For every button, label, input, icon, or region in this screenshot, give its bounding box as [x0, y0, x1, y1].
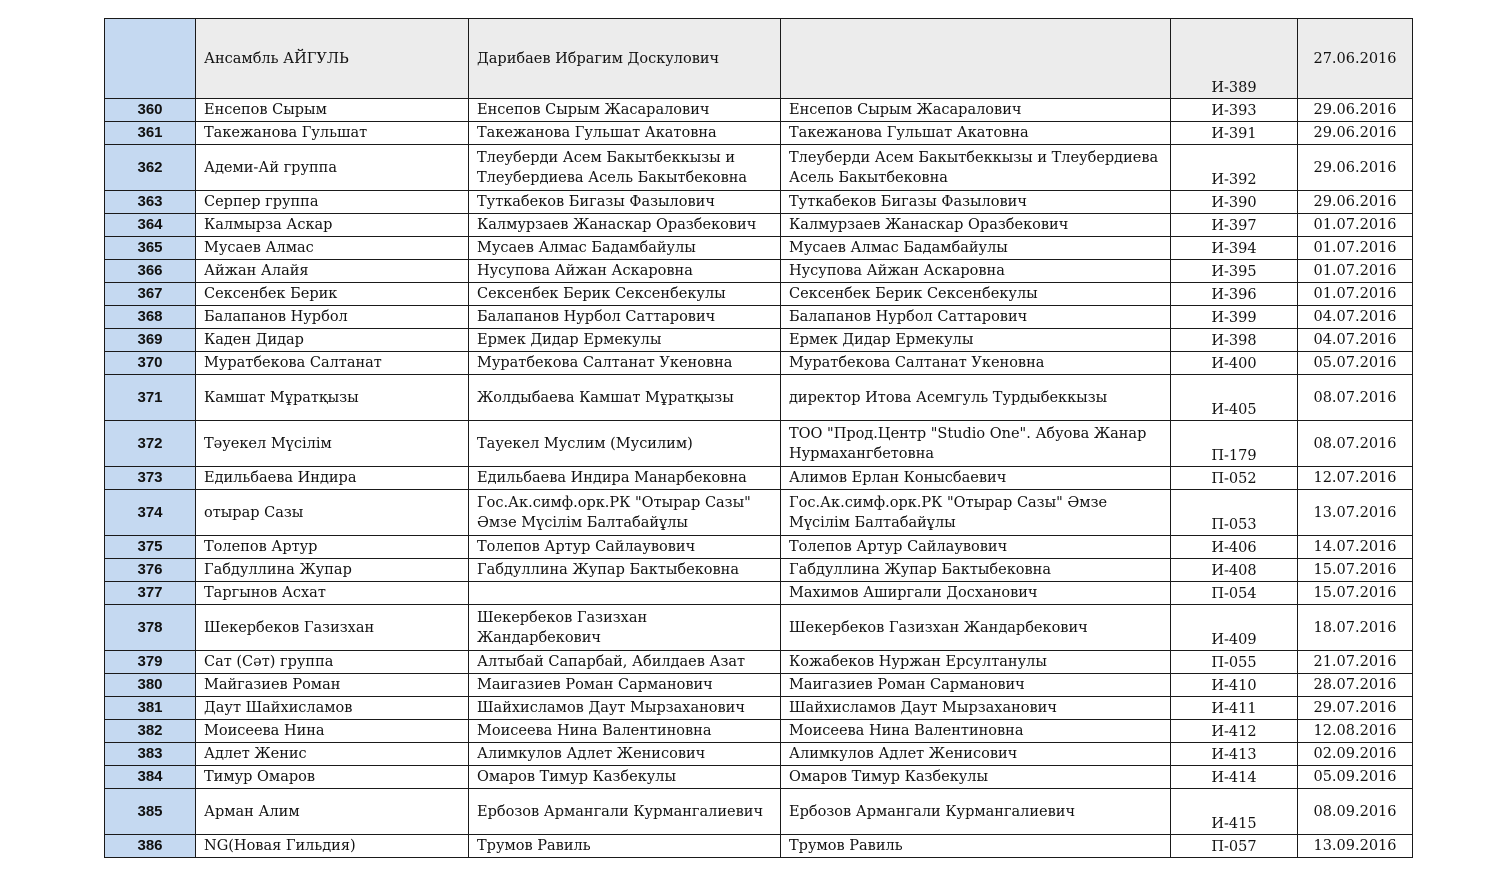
registration-date-cell: 27.06.2016: [1298, 19, 1413, 99]
table-row: [105, 237, 1413, 260]
rights-holder-cell: Нусупова Айжан Аскаровна: [781, 260, 1171, 283]
table-row: [105, 329, 1413, 352]
rights-holder-cell: Шайхисламов Даут Мырзаханович: [781, 697, 1171, 720]
registration-date-cell: 29.06.2016: [1298, 99, 1413, 122]
registration-code-cell: И-389: [1171, 19, 1298, 99]
author-cell: Такежанова Гульшат Акатовна: [469, 122, 781, 145]
rights-holder-cell: Моисеева Нина Валентиновна: [781, 720, 1171, 743]
row-number-cell: 379: [105, 651, 196, 674]
work-name-cell: Тимур Омаров: [196, 766, 469, 789]
table-row: [105, 421, 1413, 467]
rights-holder-cell: Мусаев Алмас Бадамбайулы: [781, 237, 1171, 260]
table-row: [105, 306, 1413, 329]
row-number-cell: [105, 19, 196, 99]
table-row: [105, 283, 1413, 306]
author-cell: Нусупова Айжан Аскаровна: [469, 260, 781, 283]
table-row: [105, 191, 1413, 214]
registration-code-cell: П-055: [1171, 651, 1298, 674]
table-row: [105, 605, 1413, 651]
registration-date-cell: 12.07.2016: [1298, 467, 1413, 490]
author-cell: Муратбекова Салтанат Укеновна: [469, 352, 781, 375]
registration-code-cell: И-390: [1171, 191, 1298, 214]
author-cell: Тауекел Муслим (Мусилим): [469, 421, 781, 467]
work-name-cell: Адеми-Ай группа: [196, 145, 469, 191]
row-number-cell: 365: [105, 237, 196, 260]
table-row: [105, 260, 1413, 283]
registration-date-cell: 12.08.2016: [1298, 720, 1413, 743]
registration-date-cell: 29.07.2016: [1298, 697, 1413, 720]
table-row: [105, 99, 1413, 122]
registration-date-cell: 28.07.2016: [1298, 674, 1413, 697]
author-cell: Дарибаев Ибрагим Доскулович: [469, 19, 781, 99]
row-number-cell: 383: [105, 743, 196, 766]
registration-date-cell: 15.07.2016: [1298, 582, 1413, 605]
table-row: [105, 467, 1413, 490]
rights-holder-cell: Енсепов Сырым Жасаралович: [781, 99, 1171, 122]
registration-code-cell: И-415: [1171, 789, 1298, 835]
author-cell: Шайхисламов Даут Мырзаханович: [469, 697, 781, 720]
row-number-cell: 372: [105, 421, 196, 467]
row-number-cell: 380: [105, 674, 196, 697]
work-name-cell: Каден Дидар: [196, 329, 469, 352]
row-number-cell: 364: [105, 214, 196, 237]
registration-date-cell: 21.07.2016: [1298, 651, 1413, 674]
author-cell: Маигазиев Роман Сарманович: [469, 674, 781, 697]
registration-date-cell: 13.09.2016: [1298, 835, 1413, 858]
author-cell: Омаров Тимур Казбекулы: [469, 766, 781, 789]
row-number-cell: 384: [105, 766, 196, 789]
row-number-cell: 371: [105, 375, 196, 421]
rights-holder-cell: Такежанова Гульшат Акатовна: [781, 122, 1171, 145]
registration-code-cell: И-392: [1171, 145, 1298, 191]
work-name-cell: Муратбекова Салтанат: [196, 352, 469, 375]
table-row: [105, 766, 1413, 789]
work-name-cell: Ансамбль АЙГУЛЬ: [196, 19, 469, 99]
rights-holder-cell: Кожабеков Нуржан Ерсултанулы: [781, 651, 1171, 674]
registry-table-body: [105, 19, 1413, 858]
registration-date-cell: 04.07.2016: [1298, 329, 1413, 352]
registration-date-cell: 18.07.2016: [1298, 605, 1413, 651]
registration-code-cell: И-400: [1171, 352, 1298, 375]
row-number-cell: 382: [105, 720, 196, 743]
registration-code-cell: И-391: [1171, 122, 1298, 145]
registration-date-cell: 05.07.2016: [1298, 352, 1413, 375]
table-row: [105, 789, 1413, 835]
registration-date-cell: 29.06.2016: [1298, 191, 1413, 214]
work-name-cell: Таргынов Асхат: [196, 582, 469, 605]
table-row: [105, 559, 1413, 582]
registration-date-cell: 08.09.2016: [1298, 789, 1413, 835]
table-row: [105, 743, 1413, 766]
work-name-cell: Даут Шайхисламов: [196, 697, 469, 720]
table-row: [105, 536, 1413, 559]
registration-code-cell: И-412: [1171, 720, 1298, 743]
work-name-cell: Енсепов Сырым: [196, 99, 469, 122]
author-cell: Гос.Ак.симф.орк.РК "Отырар Сазы" Әмзе Мүсілім Балтабайұлы: [469, 490, 781, 536]
rights-holder-cell: Габдуллина Жупар Бактыбековна: [781, 559, 1171, 582]
author-cell: Ермек Дидар Ермекулы: [469, 329, 781, 352]
work-name-cell: Калмырза Аскар: [196, 214, 469, 237]
row-number-cell: 363: [105, 191, 196, 214]
registration-code-cell: П-179: [1171, 421, 1298, 467]
author-cell: Трумов Равиль: [469, 835, 781, 858]
work-name-cell: Балапанов Нурбол: [196, 306, 469, 329]
author-cell: Шекербеков Газизхан Жандарбекович: [469, 605, 781, 651]
rights-holder-cell: Омаров Тимур Казбекулы: [781, 766, 1171, 789]
rights-holder-cell: Туткабеков Бигазы Фазылович: [781, 191, 1171, 214]
table-row: [105, 375, 1413, 421]
work-name-cell: Тәуекел Мүсілім: [196, 421, 469, 467]
table-row: [105, 352, 1413, 375]
row-number-cell: 370: [105, 352, 196, 375]
work-name-cell: Едильбаева Индира: [196, 467, 469, 490]
rights-holder-cell: Балапанов Нурбол Саттарович: [781, 306, 1171, 329]
registration-code-cell: И-394: [1171, 237, 1298, 260]
registration-date-cell: 15.07.2016: [1298, 559, 1413, 582]
work-name-cell: NG(Новая Гильдия): [196, 835, 469, 858]
row-number-cell: 361: [105, 122, 196, 145]
rights-holder-cell: [781, 19, 1171, 99]
row-number-cell: 377: [105, 582, 196, 605]
author-cell: Ербозов Армангали Курмангалиевич: [469, 789, 781, 835]
work-name-cell: Моисеева Нина: [196, 720, 469, 743]
registration-code-cell: И-406: [1171, 536, 1298, 559]
registration-code-cell: П-057: [1171, 835, 1298, 858]
author-cell: Жолдыбаева Камшат Мұратқызы: [469, 375, 781, 421]
rights-holder-cell: Гос.Ак.симф.орк.РК "Отырар Сазы" Әмзе Мүсілім Балтабайұлы: [781, 490, 1171, 536]
registration-date-cell: 01.07.2016: [1298, 214, 1413, 237]
rights-holder-cell: Толепов Артур Сайлаувович: [781, 536, 1171, 559]
author-cell: Тлеуберди Асем Бакытбеккызы и Тлеубердиева Асель Бакытбековна: [469, 145, 781, 191]
row-number-cell: 374: [105, 490, 196, 536]
registration-code-cell: И-410: [1171, 674, 1298, 697]
registration-code-cell: И-411: [1171, 697, 1298, 720]
row-number-cell: 362: [105, 145, 196, 191]
work-name-cell: Айжан Алайя: [196, 260, 469, 283]
registry-table: [104, 18, 1413, 858]
row-number-cell: 360: [105, 99, 196, 122]
registration-date-cell: 08.07.2016: [1298, 375, 1413, 421]
row-number-cell: 375: [105, 536, 196, 559]
work-name-cell: Сат (Сәт) группа: [196, 651, 469, 674]
work-name-cell: Мусаев Алмас: [196, 237, 469, 260]
registration-code-cell: И-395: [1171, 260, 1298, 283]
rights-holder-cell: Тлеуберди Асем Бакытбеккызы и Тлеубердиева Асель Бакытбековна: [781, 145, 1171, 191]
work-name-cell: Серпер группа: [196, 191, 469, 214]
registration-code-cell: И-414: [1171, 766, 1298, 789]
table-row: [105, 145, 1413, 191]
registration-code-cell: И-399: [1171, 306, 1298, 329]
author-cell: Габдуллина Жупар Бактыбековна: [469, 559, 781, 582]
table-row: [105, 697, 1413, 720]
work-name-cell: отырар Сазы: [196, 490, 469, 536]
row-number-cell: 381: [105, 697, 196, 720]
registration-code-cell: П-053: [1171, 490, 1298, 536]
registration-date-cell: 29.06.2016: [1298, 145, 1413, 191]
registration-code-cell: П-052: [1171, 467, 1298, 490]
rights-holder-cell: Алимкулов Адлет Женисович: [781, 743, 1171, 766]
author-cell: Алимкулов Адлет Женисович: [469, 743, 781, 766]
work-name-cell: Камшат Мұратқызы: [196, 375, 469, 421]
author-cell: Мусаев Алмас Бадамбайулы: [469, 237, 781, 260]
row-number-cell: 373: [105, 467, 196, 490]
rights-holder-cell: Алимов Ерлан Конысбаевич: [781, 467, 1171, 490]
registration-date-cell: 01.07.2016: [1298, 283, 1413, 306]
table-row: [105, 490, 1413, 536]
registration-code-cell: И-393: [1171, 99, 1298, 122]
author-cell: Толепов Артур Сайлаувович: [469, 536, 781, 559]
author-cell: Едильбаева Индира Манарбековна: [469, 467, 781, 490]
registration-date-cell: 01.07.2016: [1298, 237, 1413, 260]
rights-holder-cell: Ермек Дидар Ермекулы: [781, 329, 1171, 352]
author-cell: Моисеева Нина Валентиновна: [469, 720, 781, 743]
table-row: [105, 651, 1413, 674]
registration-date-cell: 14.07.2016: [1298, 536, 1413, 559]
registration-code-cell: И-397: [1171, 214, 1298, 237]
rights-holder-cell: Трумов Равиль: [781, 835, 1171, 858]
table-row: [105, 835, 1413, 858]
work-name-cell: Адлет Женис: [196, 743, 469, 766]
registration-code-cell: И-413: [1171, 743, 1298, 766]
work-name-cell: Майгазиев Роман: [196, 674, 469, 697]
row-number-cell: 369: [105, 329, 196, 352]
rights-holder-cell: Махимов Аширгали Досханович: [781, 582, 1171, 605]
registration-date-cell: 05.09.2016: [1298, 766, 1413, 789]
rights-holder-cell: Сексенбек Берик Сексенбекулы: [781, 283, 1171, 306]
table-row-continued: [105, 19, 1413, 99]
author-cell: Енсепов Сырым Жасаралович: [469, 99, 781, 122]
rights-holder-cell: Шекербеков Газизхан Жандарбекович: [781, 605, 1171, 651]
table-row: [105, 674, 1413, 697]
row-number-cell: 385: [105, 789, 196, 835]
registration-date-cell: 04.07.2016: [1298, 306, 1413, 329]
row-number-cell: 366: [105, 260, 196, 283]
rights-holder-cell: Маигазиев Роман Сарманович: [781, 674, 1171, 697]
work-name-cell: Габдуллина Жупар: [196, 559, 469, 582]
row-number-cell: 378: [105, 605, 196, 651]
registration-date-cell: 01.07.2016: [1298, 260, 1413, 283]
registration-code-cell: И-398: [1171, 329, 1298, 352]
rights-holder-cell: Ербозов Армангали Курмангалиевич: [781, 789, 1171, 835]
table-row: [105, 214, 1413, 237]
registration-code-cell: И-405: [1171, 375, 1298, 421]
author-cell: Калмурзаев Жанаскар Оразбекович: [469, 214, 781, 237]
row-number-cell: 386: [105, 835, 196, 858]
rights-holder-cell: Калмурзаев Жанаскар Оразбекович: [781, 214, 1171, 237]
row-number-cell: 368: [105, 306, 196, 329]
registration-code-cell: П-054: [1171, 582, 1298, 605]
registration-date-cell: 08.07.2016: [1298, 421, 1413, 467]
table-row: [105, 582, 1413, 605]
author-cell: Сексенбек Берик Сексенбекулы: [469, 283, 781, 306]
work-name-cell: Арман Алим: [196, 789, 469, 835]
registration-code-cell: И-396: [1171, 283, 1298, 306]
rights-holder-cell: ТОО "Прод.Центр "Studio One". Абуова Жанар Нурмахангбетовна: [781, 421, 1171, 467]
work-name-cell: Сексенбек Берик: [196, 283, 469, 306]
table-row: [105, 720, 1413, 743]
row-number-cell: 367: [105, 283, 196, 306]
work-name-cell: Шекербеков Газизхан: [196, 605, 469, 651]
work-name-cell: Такежанова Гульшат: [196, 122, 469, 145]
author-cell: Туткабеков Бигазы Фазылович: [469, 191, 781, 214]
author-cell: Балапанов Нурбол Саттарович: [469, 306, 781, 329]
registration-date-cell: 29.06.2016: [1298, 122, 1413, 145]
author-cell: Алтыбай Сапарбай, Абилдаев Азат: [469, 651, 781, 674]
registration-code-cell: И-409: [1171, 605, 1298, 651]
row-number-cell: 376: [105, 559, 196, 582]
registration-date-cell: 13.07.2016: [1298, 490, 1413, 536]
rights-holder-cell: директор Итова Асемгуль Турдыбеккызы: [781, 375, 1171, 421]
table-row: [105, 122, 1413, 145]
rights-holder-cell: Муратбекова Салтанат Укеновна: [781, 352, 1171, 375]
author-cell: [469, 582, 781, 605]
registration-code-cell: И-408: [1171, 559, 1298, 582]
work-name-cell: Толепов Артур: [196, 536, 469, 559]
registration-date-cell: 02.09.2016: [1298, 743, 1413, 766]
